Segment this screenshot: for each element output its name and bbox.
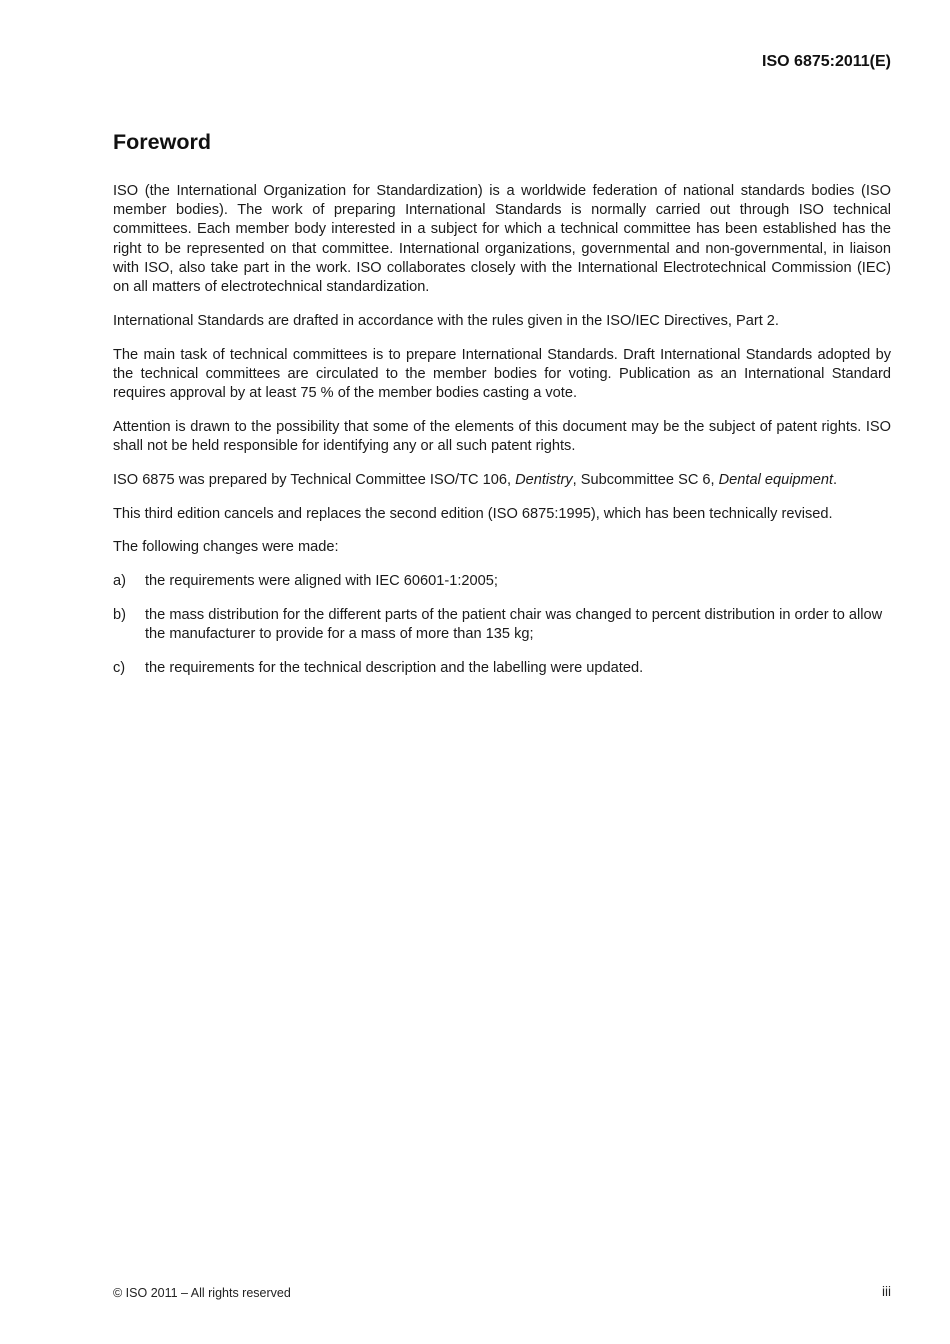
- document-identifier: ISO 6875:2011(E): [762, 53, 891, 70]
- paragraph-edition: This third edition cancels and replaces the second edition (ISO 6875:1995), which has been technically revised.: [113, 505, 833, 522]
- list-marker: c): [113, 660, 126, 676]
- list-item: [113, 606, 891, 644]
- list-item: [113, 659, 891, 678]
- list-item-text: the requirements for the technical description and the labelling were updated.: [145, 660, 644, 676]
- committee-name: Dentistry: [515, 471, 573, 488]
- paragraph-prepared-by: [113, 471, 891, 490]
- paragraph-patent-rights: Attention is drawn to the possibility that some of the elements of this document may be the subject of patent rights. ISO shall not be held responsible for identifying any or all such patent rights.: [113, 418, 891, 455]
- paragraph-changes-intro: The following changes were made:: [113, 539, 339, 556]
- list-item-text: the mass distribution for the different parts of the patient chair was changed to percent distribution in order to allow the manufacturer to provide for a mass of more than 135 kg;: [145, 607, 883, 643]
- list-marker: b): [113, 607, 126, 623]
- foreword-body: [113, 182, 891, 693]
- prepared-by-text-2: , Subcommittee SC 6,: [572, 471, 719, 488]
- paragraph-iso-overview: ISO (the International Organization for Standardization) is a worldwide federation of national standards bodies (ISO member bodies). The work of preparing International Standards is normally carried out through ISO technical committees. Each member body interested in a subject for which a technical committee has been established has the right to be represented on that committee. International organizations, governmental and non-governmental, in liaison with ISO, also take part in the work. ISO collaborates closely with the International Electrotechnical Commission (IEC) on all matters of electrotechnical standardization.: [113, 183, 891, 296]
- page-number: iii: [882, 1284, 891, 1299]
- paragraph-technical-committees: The main task of technical committees is to prepare International Standards. Draft International Standards adopted by the technical committees are circulated to the member bodies for voting. Publication as an International Standard requires approval by at least 75 % of the member bodies casting a vote.: [113, 346, 891, 402]
- prepared-by-text-1: ISO 6875 was prepared by Technical Committee ISO/TC 106,: [113, 471, 516, 488]
- section-heading: Foreword: [113, 130, 211, 154]
- paragraph-directives: International Standards are drafted in accordance with the rules given in the ISO/IEC Directives, Part 2.: [113, 312, 779, 329]
- list-item-text: the requirements were aligned with IEC 60601-1:2005;: [145, 573, 498, 590]
- copyright-notice: © ISO 2011 – All rights reserved: [113, 1286, 291, 1300]
- list-marker: a): [113, 573, 126, 590]
- list-item: [113, 572, 891, 591]
- changes-list: [113, 572, 891, 678]
- subcommittee-name: Dental equipment: [718, 471, 834, 488]
- prepared-by-text-3: .: [833, 471, 838, 488]
